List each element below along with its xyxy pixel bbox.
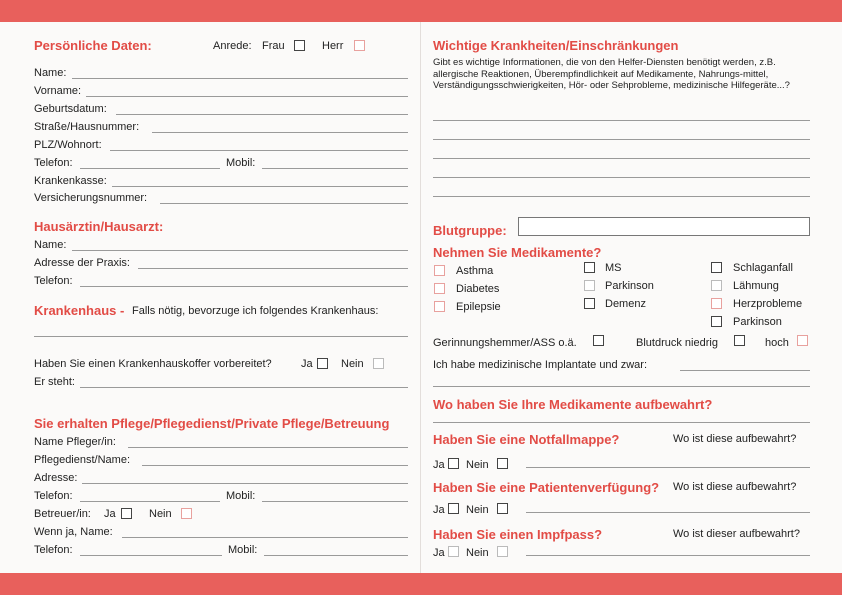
patient-nein-checkbox[interactable] [497,503,508,514]
versicherungsnummer-label: Versicherungsnummer: [34,192,148,204]
epilepsie-checkbox[interactable] [434,301,445,312]
vorname-label: Vorname: [34,85,82,97]
herr-checkbox[interactable] [354,40,365,51]
mobil-field[interactable] [262,168,408,169]
storage-field[interactable] [433,422,810,423]
blood-group-label: Blutgruppe: [433,223,507,238]
wenn-ja-label: Wenn ja, Name: [34,526,113,538]
koffer-nein-checkbox[interactable] [373,358,384,369]
notfall-nein-checkbox[interactable] [497,458,508,469]
betreuer-label: Betreuer/in: [34,508,91,520]
impf-title: Haben Sie einen Impfpass? [433,527,603,542]
medication-title: Nehmen Sie Medikamente? [433,245,602,260]
doctor-phone-field[interactable] [80,286,408,287]
mobil-label: Mobil: [226,157,256,169]
pflegedienst-field[interactable] [142,465,408,466]
laehmung-label: Lähmung [733,280,779,292]
krankenkasse-field[interactable] [112,186,408,187]
pfleger-name-field[interactable] [128,447,408,448]
implant-field-2[interactable] [433,386,810,387]
asthma-checkbox[interactable] [434,265,445,276]
care-mobil-field[interactable] [262,501,408,502]
er-steht-label: Er steht: [34,376,75,388]
implant-label: Ich habe medizinische Implantate und zwar: [433,359,648,371]
illness-line-3[interactable] [433,158,810,159]
patient-title: Haben Sie eine Patientenverfügung? [433,480,660,495]
doctor-name-field[interactable] [72,250,408,251]
versicherungsnummer-field[interactable] [160,203,408,204]
blood-group-input[interactable] [518,217,810,236]
bottom-red-band [0,573,842,595]
frau-label: Frau [262,40,285,52]
blutdruck-niedrig-label: Blutdruck niedrig [636,337,718,349]
geburtsdatum-field[interactable] [116,114,408,115]
betreuer-nein-label: Nein [149,508,172,520]
telefon-field[interactable] [80,168,220,169]
herzprobleme-label: Herzprobleme [733,298,803,310]
schlaganfall-label: Schlaganfall [733,262,793,274]
center-fold [420,22,421,573]
telefon-label: Telefon: [34,157,73,169]
notfall-ja-checkbox[interactable] [448,458,459,469]
care-address-field[interactable] [82,483,408,484]
strasse-label: Straße/Hausnummer: [34,121,140,133]
care-phone-label: Telefon: [34,490,73,502]
strasse-field[interactable] [152,132,408,133]
praxis-address-field[interactable] [138,268,408,269]
parkinson-label-1: Parkinson [605,280,654,292]
betreuer-mobil-label: Mobil: [228,544,258,556]
koffer-ja-label: Ja [301,358,313,370]
schlaganfall-checkbox[interactable] [711,262,722,273]
diabetes-checkbox[interactable] [434,283,445,294]
epilepsie-label: Epilepsie [456,301,501,313]
herzprobleme-checkbox[interactable] [711,298,722,309]
koffer-nein-label: Nein [341,358,364,370]
illness-line-4[interactable] [433,177,810,178]
impf-ja-label: Ja [433,547,445,559]
personal-data-title: Persönliche Daten: [34,38,152,53]
asthma-label: Asthma [456,265,494,277]
notfall-title: Haben Sie eine Notfallmappe? [433,432,620,447]
doctor-phone-label: Telefon: [34,275,73,287]
koffer-question: Haben Sie einen Krankenhauskoffer vorbereitet? [34,358,272,370]
patient-ja-checkbox[interactable] [448,503,459,514]
geburtsdatum-label: Geburtsdatum: [34,103,107,115]
care-mobil-label: Mobil: [226,490,256,502]
illness-title: Wichtige Krankheiten/Einschränkungen [433,38,679,53]
implant-field[interactable] [680,370,810,371]
impf-where-field[interactable] [526,555,810,556]
illness-description: Gibt es wichtige Informationen, die von den Helfer-Diensten benötigt werden, z.B. allergische Reaktionen, Überempfindlichkeit auf Medikamente, Nahrungs-mittel, Verständigungsschwierigkeiten, Hör- oder Sehprobleme, medizinische Hilfegeräte...? [433,57,790,91]
parkinson-checkbox-2[interactable] [711,316,722,327]
blutdruck-niedrig-checkbox[interactable] [734,335,745,346]
notfall-where-label: Wo ist diese aufbewahrt? [673,433,797,445]
herr-label: Herr [322,40,344,52]
koffer-ja-checkbox[interactable] [317,358,328,369]
pflegedienst-label: Pflegedienst/Name: [34,454,130,466]
demenz-label: Demenz [605,298,646,310]
ms-checkbox[interactable] [584,262,595,273]
notfall-nein-label: Nein [466,459,489,471]
laehmung-checkbox[interactable] [711,280,722,291]
parkinson-label-2: Parkinson [733,316,782,328]
betreuer-nein-checkbox[interactable] [181,508,192,519]
betreuer-ja-checkbox[interactable] [121,508,132,519]
patient-where-label: Wo ist diese aufbewahrt? [673,481,797,493]
praxis-address-label: Adresse der Praxis: [34,257,130,269]
doctor-title: Hausärztin/Hausarzt: [34,219,164,234]
hospital-note: Falls nötig, bevorzuge ich folgendes Krankenhaus: [132,305,379,317]
blutdruck-hoch-label: hoch [765,337,789,349]
illness-line-5[interactable] [433,196,810,197]
notfall-ja-label: Ja [433,459,445,471]
impf-where-label: Wo ist dieser aufbewahrt? [673,528,800,540]
plz-field[interactable] [110,150,408,151]
betreuer-mobil-field[interactable] [264,555,408,556]
ms-label: MS [605,262,622,274]
hospital-title: Krankenhaus - [34,303,125,318]
betreuer-phone-label: Telefon: [34,544,73,556]
care-address-label: Adresse: [34,472,78,484]
storage-title: Wo haben Sie Ihre Medikamente aufbewahrt? [433,397,713,412]
frau-checkbox[interactable] [294,40,305,51]
vorname-field[interactable] [86,96,408,97]
care-title: Sie erhalten Pflege/Pflegedienst/Private Pflege/Betreuung [34,416,390,431]
top-red-band [0,0,842,22]
notfall-where-field[interactable] [526,467,810,468]
care-phone-field[interactable] [80,501,220,502]
pfleger-name-label: Name Pfleger/in: [34,436,116,448]
anrede-label: Anrede: [213,40,252,52]
betreuer-phone-field[interactable] [80,555,222,556]
impf-nein-checkbox[interactable] [497,546,508,557]
krankenkasse-label: Krankenkasse: [34,175,107,187]
doctor-name-label: Name: [34,239,67,251]
gerinnung-label: Gerinnungshemmer/ASS o.ä. [433,337,577,349]
illness-line-2[interactable] [433,139,810,140]
patient-where-field[interactable] [526,512,810,513]
name-field[interactable] [72,78,408,79]
wenn-ja-field[interactable] [122,537,408,538]
blutdruck-hoch-checkbox[interactable] [797,335,808,346]
illness-line-1[interactable] [433,120,810,121]
impf-nein-label: Nein [466,547,489,559]
name-label: Name: [34,67,67,79]
parkinson-checkbox-1[interactable] [584,280,595,291]
er-steht-field[interactable] [80,387,408,388]
impf-ja-checkbox[interactable] [448,546,459,557]
plz-label: PLZ/Wohnort: [34,139,102,151]
hospital-field[interactable] [34,336,408,337]
betreuer-ja-label: Ja [104,508,116,520]
gerinnung-checkbox[interactable] [593,335,604,346]
patient-nein-label: Nein [466,504,489,516]
demenz-checkbox[interactable] [584,298,595,309]
diabetes-label: Diabetes [456,283,500,295]
patient-ja-label: Ja [433,504,445,516]
